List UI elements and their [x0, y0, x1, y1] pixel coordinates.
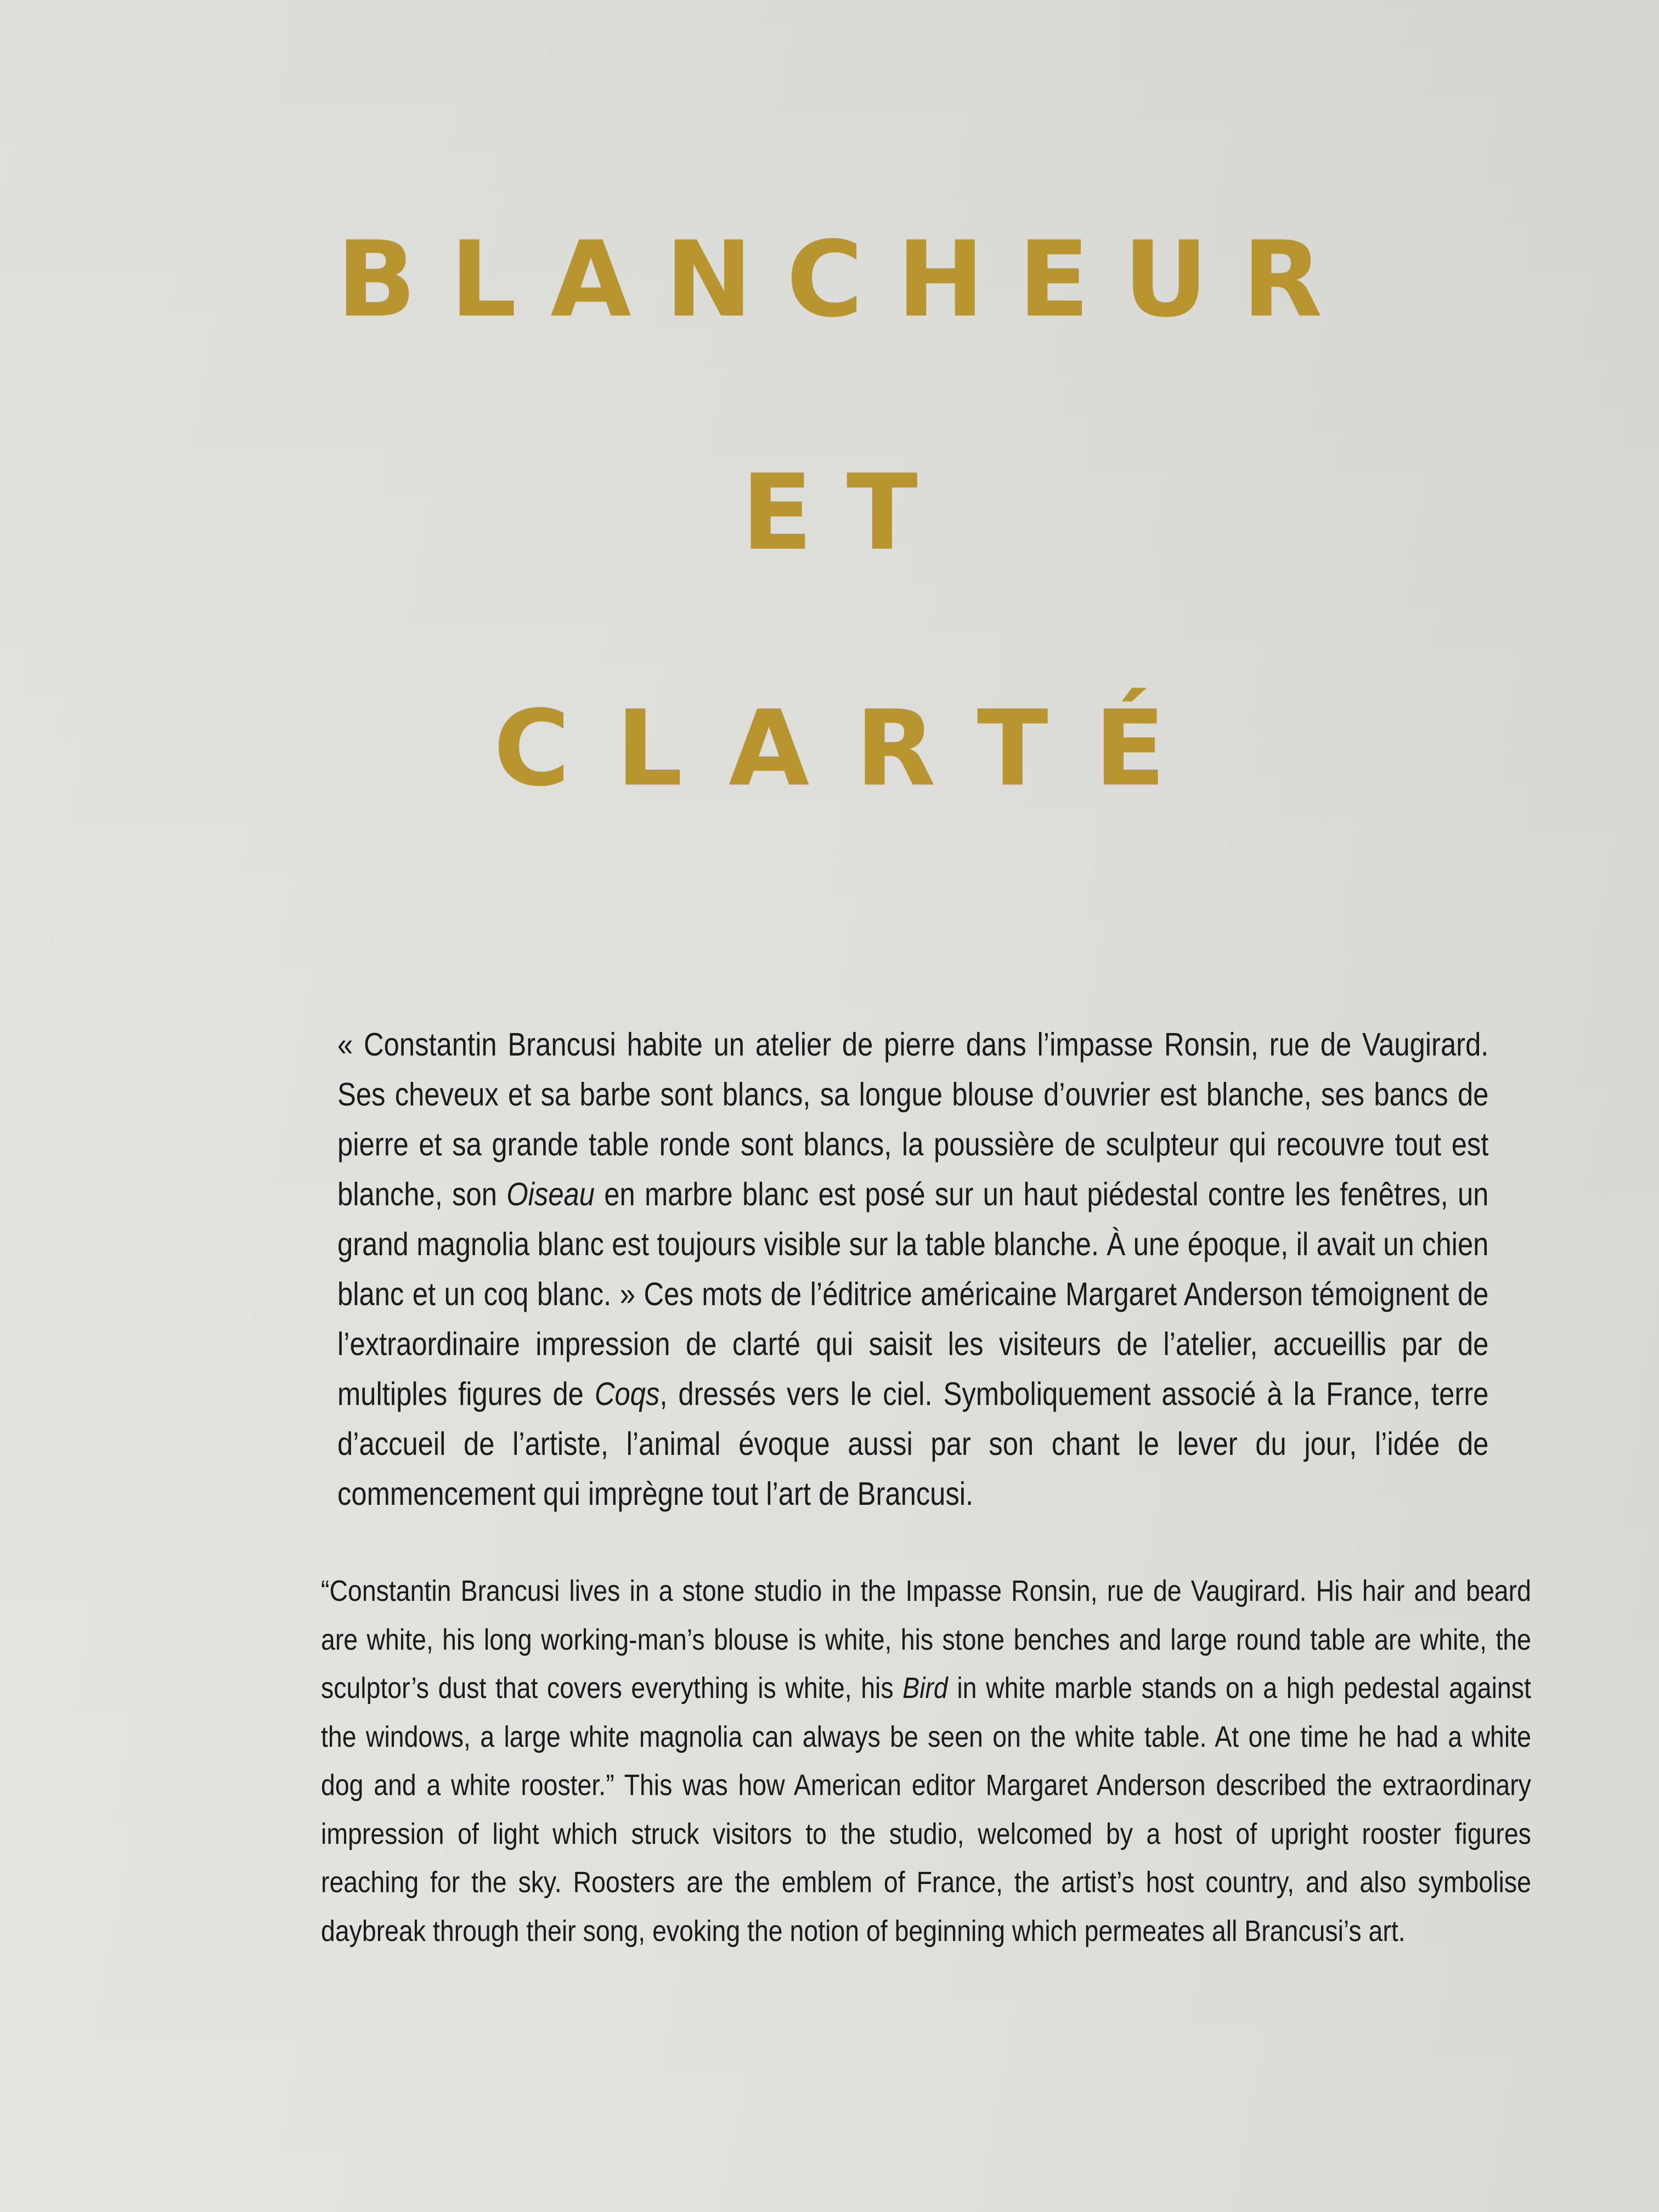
english-paragraph — [321, 1567, 1531, 1955]
english-italic-bird: Bird — [902, 1672, 948, 1705]
french-text-part-1: « Constantin Brancusi habite un atelier de pierre dans l’impasse Ronsin, rue de Vaugirard. Ses cheveux et sa barbe sont blancs, sa longue blouse d’ouvrier est blanche, ses bancs de pierre et sa grande table ronde sont blancs, la poussière de sculpteur qui recouvre tout est blanche, son — [337, 1026, 1489, 1212]
english-text-part-2: in white marble stands on a high pedestal against the windows, a large white magnolia can always be seen on the white table. At one time he had a white dog and a white rooster.” This was how American editor Margaret Anderson described the extraordinary impression of light which struck visitors to the studio, welcomed by a host of upright rooster figures reaching for the sky. Roosters are the emblem of France, the artist’s host country, and also symbolise daybreak through their song, evoking the notion of beginning which permeates all Brancusi’s art. — [321, 1672, 1531, 1948]
title-line-1: BLANCHEUR — [336, 219, 1357, 340]
french-paragraph — [337, 1020, 1488, 1519]
french-text-part-3: , dressés vers le ciel. Symboliquement associé à la France, terre d’accueil de l’artiste, l’animal évoque aussi par son chant le lever du jour, l’idée de commencement qui imprègne tout l’art de Brancusi. — [337, 1376, 1489, 1512]
title-line-2: ET — [741, 452, 952, 573]
french-italic-coqs: Coqs — [594, 1376, 660, 1412]
french-text-part-2: en marbre blanc est posé sur un haut piédestal contre les fenêtres, un grand magnolia blanc est toujours visible sur la table blanche. À une époque, il avait un chien blanc et un coq blanc. » Ces mots de l’éditrice américaine Margaret Anderson témoignent de l’extraordinaire impression de clarté qui saisit les visiteurs de l’atelier, accueillis par de multiples figures de — [337, 1176, 1489, 1412]
french-italic-oiseau: Oiseau — [506, 1176, 595, 1212]
title-line-3: CLARTÉ — [493, 688, 1212, 809]
english-text-part-1: “Constantin Brancusi lives in a stone studio in the Impasse Ronsin, rue de Vaugirard. His hair and beard are white, his long working-man’s blouse is white, his stone benches and large round table are white, the sculptor’s dust that covers everything is white, his — [321, 1575, 1531, 1705]
